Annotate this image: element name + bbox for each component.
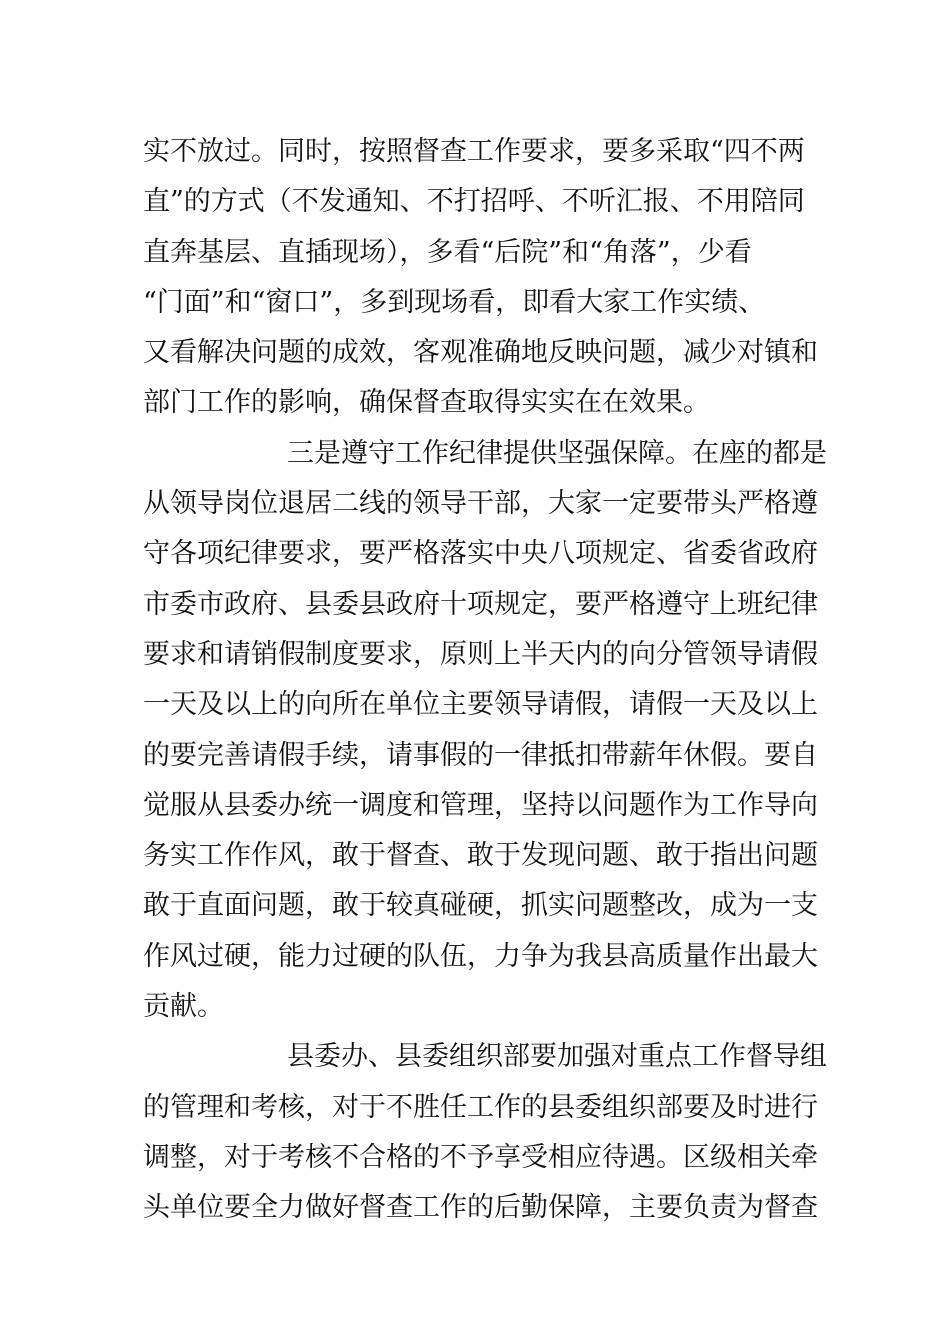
body-text: [143, 127, 827, 1234]
text-line: 的要完善请假手续，请事假的一律抵扣带薪年休假。要自: [143, 739, 818, 771]
text-line: 调整，对于考核不合格的不予享受相应待遇。区级相关牵: [143, 1141, 818, 1173]
paragraph-start-line: 县委办、县委组织部要加强对重点工作督导组: [287, 1041, 827, 1073]
text-line: 部门工作的影响，确保督查取得实实在在效果。: [143, 387, 710, 419]
text-line: 一天及以上的向所在单位主要领导请假，请假一天及以上: [143, 689, 818, 721]
text-line: 守各项纪律要求，要严格落实中央八项规定、省委省政府: [143, 538, 818, 570]
paragraph-start-line: 三是遵守工作纪律提供坚强保障。在座的都是: [287, 437, 827, 469]
text-line: 直奔基层、直插现场），多看“后院”和“角落”，少看: [143, 236, 752, 268]
text-line: “门面”和“窗口”，多到现场看，即看大家工作实绩、: [143, 286, 766, 318]
text-line: 又看解决问题的成效，客观准确地反映问题，减少对镇和: [143, 337, 818, 369]
text-line: 实不放过。同时，按照督查工作要求，要多采取“四不两: [143, 136, 805, 167]
text-line: 觉服从县委办统一调度和管理，坚持以问题作为工作导向: [143, 789, 818, 821]
text-line: 要求和请销假制度要求，原则上半天内的向分管领导请假: [143, 638, 818, 670]
text-line: 敢于直面问题，敢于较真碰硬，抓实问题整改，成为一支: [143, 890, 818, 922]
text-line: 作风过硬，能力过硬的队伍，力争为我县高质量作出最大: [143, 940, 818, 972]
text-line: 贡献。: [143, 991, 224, 1023]
text-line: 头单位要全力做好督查工作的后勤保障，主要负责为督查: [143, 1192, 818, 1224]
text-line: 务实工作作风，敢于督查、敢于发现问题、敢于指出问题: [143, 840, 818, 872]
text-line: 市委市政府、县委县政府十项规定，要严格遵守上班纪律: [143, 588, 818, 620]
text-line: 的管理和考核，对于不胜任工作的县委组织部要及时进行: [143, 1091, 818, 1123]
text-line: 从领导岗位退居二线的领导干部，大家一定要带头严格遵: [143, 488, 818, 520]
text-line: 直”的方式（不发通知、不打招呼、不听汇报、不用陪同: [143, 186, 805, 218]
